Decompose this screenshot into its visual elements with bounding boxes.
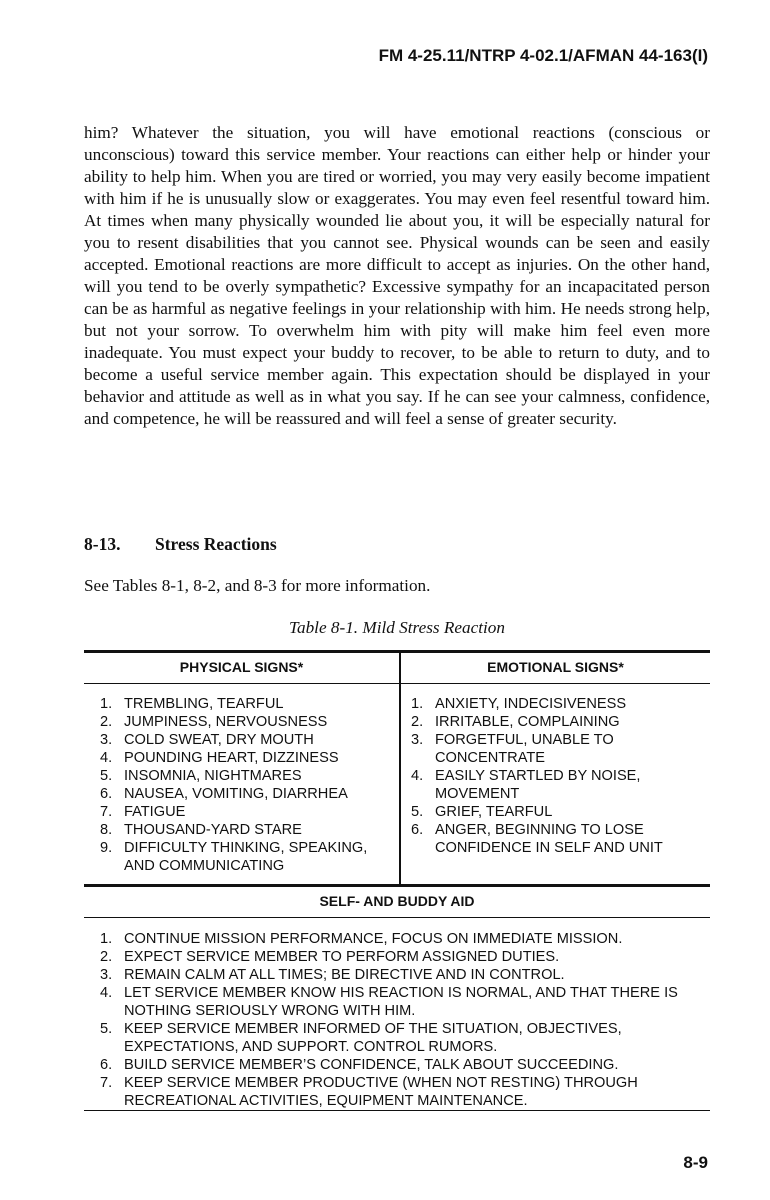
document-header: FM 4-25.11/NTRP 4-02.1/AFMAN 44-163(I) [378, 46, 708, 65]
list-item-number: 7. [100, 1075, 113, 1091]
list-item-text: TREMBLING, TEARFUL [124, 696, 284, 712]
list-item [395, 713, 707, 731]
list-item-number: 2. [100, 949, 113, 965]
body-paragraph: him? Whatever the situation, you will have emotional reactions (conscious or unconscious) toward this service member. Your reactions can either help or hinder your ability to help him. When you are tired or worried, you may very easily become impatient with him if he is unusually slow or exaggerates. You may even feel resentful toward him. At times when many physically wounded lie about you, it will be especially natural for you to resent disabilities that you cannot see. Physical wounds can be seen and easily accepted. Emotional reactions are more difficult to accept as injuries. On the other hand, will you tend to be overly sympathetic? Excessive sympathy for an incapacitated person can be as harmful as negative feelings in your relationship with him. He needs strong help, but not your sorrow. To overwhelm him with pity will make him feel even more inadequate. You must expect your buddy to recover, to be able to return to duty, and to become a useful service member again. This expectation should be displayed in your behavior and attitude as well as in what you say. If he can see your calmness, confidence, and competence, he will be reassured and will feel a sense of greater security. [84, 123, 710, 428]
list-item-number: 3. [100, 967, 113, 983]
list-item [84, 948, 710, 966]
physical-signs-header: PHYSICAL SIGNS* [179, 659, 304, 675]
list-item [84, 767, 396, 785]
list-item-number: 6. [100, 1057, 113, 1073]
emotional-signs-header: EMOTIONAL SIGNS* [487, 659, 624, 675]
list-item-number: 1. [100, 931, 113, 947]
page-number: 8-9 [683, 1153, 708, 1172]
list-item-text: ANGER, BEGINNING TO LOSE CONFIDENCE IN SELF AND UNIT [435, 822, 663, 856]
list-item [395, 821, 707, 857]
list-item [84, 839, 396, 875]
emotional-signs-list [395, 695, 707, 857]
list-item [84, 803, 396, 821]
list-item-number: 3. [100, 732, 113, 748]
list-item-text: EASILY STARTLED BY NOISE, MOVEMENT [435, 768, 641, 802]
section-heading [84, 534, 277, 555]
table-caption: Table 8-1. Mild Stress Reaction [289, 618, 505, 637]
list-item [395, 731, 707, 767]
list-item [84, 785, 396, 803]
list-item-text: INSOMNIA, NIGHTMARES [124, 768, 302, 784]
list-item-number: 5. [100, 768, 113, 784]
list-item-text: EXPECT SERVICE MEMBER TO PERFORM ASSIGNED DUTIES. [124, 949, 560, 965]
list-item-text: KEEP SERVICE MEMBER PRODUCTIVE (WHEN NOT RESTING) THROUGH RECREATIONAL ACTIVITIES, EQUIPMENT MAINTENANCE. [124, 1075, 638, 1109]
list-item-text: THOUSAND-YARD STARE [124, 822, 302, 838]
list-item-text: BUILD SERVICE MEMBER’S CONFIDENCE, TALK ABOUT SUCCEEDING. [124, 1057, 619, 1073]
list-item [84, 695, 396, 713]
list-item-text: COLD SWEAT, DRY MOUTH [124, 732, 314, 748]
list-item [84, 731, 396, 749]
list-item-number: 5. [100, 1021, 113, 1037]
list-item-text: LET SERVICE MEMBER KNOW HIS REACTION IS NORMAL, AND THAT THERE IS NOTHING SERIOUSLY WRONG WITH HIM. [124, 985, 678, 1019]
list-item [84, 821, 396, 839]
list-item-text: IRRITABLE, COMPLAINING [435, 714, 620, 730]
table-bottom-rule [84, 1110, 710, 1111]
list-item [84, 1020, 710, 1056]
list-item-number: 6. [411, 822, 424, 838]
list-item-text: FATIGUE [124, 804, 186, 820]
list-item-text: NAUSEA, VOMITING, DIARRHEA [124, 786, 348, 802]
list-item-number: 1. [411, 696, 424, 712]
list-item-text: FORGETFUL, UNABLE TO CONCENTRATE [435, 732, 614, 766]
self-buddy-aid-header: SELF- AND BUDDY AID [319, 893, 475, 909]
list-item-text: ANXIETY, INDECISIVENESS [435, 696, 627, 712]
list-item [84, 749, 396, 767]
list-item-number: 4. [100, 985, 113, 1001]
list-item [84, 1074, 710, 1110]
list-item-number: 5. [411, 804, 424, 820]
list-item-number: 2. [411, 714, 424, 730]
list-item-number: 8. [100, 822, 113, 838]
section-title: Stress Reactions [155, 534, 277, 554]
list-item [395, 767, 707, 803]
list-item [395, 695, 707, 713]
list-item [84, 966, 710, 984]
list-item [84, 1056, 710, 1074]
list-item-text: KEEP SERVICE MEMBER INFORMED OF THE SITUATION, OBJECTIVES, EXPECTATIONS, AND SUPPORT. CONTROL RUMORS. [124, 1021, 622, 1055]
list-item-number: 3. [411, 732, 424, 748]
list-item-text: REMAIN CALM AT ALL TIMES; BE DIRECTIVE AND IN CONTROL. [124, 967, 565, 983]
list-item [84, 713, 396, 731]
list-item-number: 4. [100, 750, 113, 766]
list-item-text: GRIEF, TEARFUL [435, 804, 553, 820]
list-item-number: 2. [100, 714, 113, 730]
list-item-number: 4. [411, 768, 424, 784]
list-item [395, 803, 707, 821]
list-item-text: DIFFICULTY THINKING, SPEAKING, AND COMMUNICATING [124, 840, 368, 874]
list-item [84, 984, 710, 1020]
list-item-number: 9. [100, 840, 113, 856]
table-header-rule [84, 683, 710, 684]
list-item-text: JUMPINESS, NERVOUSNESS [124, 714, 328, 730]
see-tables-text: See Tables 8-1, 8-2, and 8-3 for more information. [84, 576, 431, 595]
list-item-text: POUNDING HEART, DIZZINESS [124, 750, 339, 766]
section-number: 8-13. [84, 534, 121, 554]
table-top-rule [84, 650, 710, 653]
self-buddy-aid-list [84, 930, 710, 1110]
physical-signs-list [84, 695, 396, 875]
list-item-text: CONTINUE MISSION PERFORMANCE, FOCUS ON IMMEDIATE MISSION. [124, 931, 623, 947]
table-section-rule [84, 884, 710, 887]
list-item-number: 7. [100, 804, 113, 820]
list-item-number: 6. [100, 786, 113, 802]
list-item [84, 930, 710, 948]
aid-header-rule [84, 917, 710, 918]
list-item-number: 1. [100, 696, 113, 712]
